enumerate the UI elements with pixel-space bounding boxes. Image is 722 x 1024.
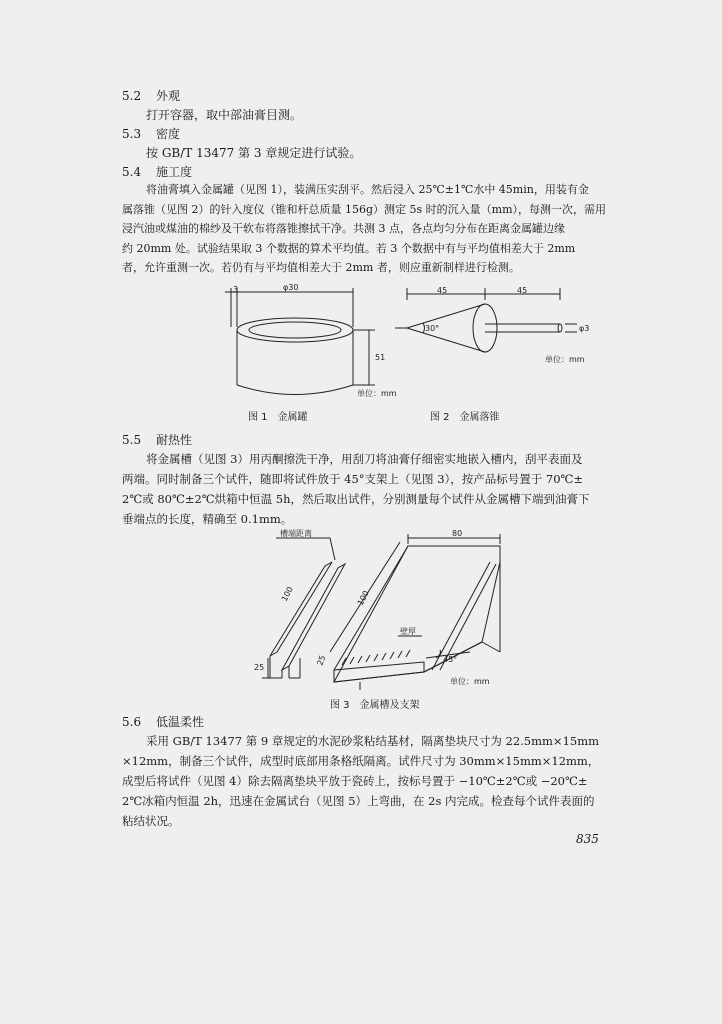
paragraph-line: 2℃冰箱内恒温 2h，迅速在金属试台（见图 5）上弯曲，在 2s 内完成。检查每个试件表面的 (122, 794, 595, 808)
section-title: 耐热性 (156, 433, 193, 447)
dim-trough-height: 25 (254, 663, 265, 672)
section-number: 5.2 (122, 89, 142, 103)
figure-1-metal-can (225, 282, 395, 402)
paragraph-line: 将油膏填入金属罐（见图 1），装满压实刮平。然后浸入 25℃±1℃水中 45min，用装有金 (146, 183, 589, 196)
label-wall-thickness: 壁厚 (400, 627, 416, 636)
section-number: 5.3 (122, 127, 142, 141)
section-body-5-6 (122, 731, 622, 831)
section-number: 5.5 (122, 433, 142, 447)
dim-rod-diameter: φ3 (579, 324, 590, 333)
unit-label: 单位：mm (545, 355, 585, 364)
section-body-5-4 (122, 180, 622, 278)
paragraph-line: 者，允许重测一次。若仍有与平均值相差大于 2mm 者，则应重新制样进行检测。 (122, 261, 520, 274)
figure-3-caption: 图 3 金属槽及支架 (330, 700, 420, 711)
paragraph-line: 2℃或 80℃±2℃烘箱中恒温 5h，然后取出试件，分别测量每个试件从金属槽下端到油膏下 (122, 492, 590, 506)
section-body-5-5 (122, 449, 622, 529)
paragraph-line: 约 20mm 处。试验结果取 3 个数据的算术平均值。若 3 个数据中有与平均值相差大于 2mm (122, 241, 576, 255)
section-heading-5-4 (122, 164, 192, 180)
figure-1-caption: 图 1 金属罐 (248, 412, 308, 423)
paragraph-line: 按 GB/T 13477 第 3 章规定进行试验。 (146, 146, 362, 160)
dim-wall-thickness: 3 (233, 285, 239, 294)
section-heading-5-2 (122, 88, 180, 104)
section-body-5-2 (122, 105, 646, 125)
dim-cone-angle: 30° (425, 324, 440, 333)
dim-stand-length: 100 (355, 589, 371, 607)
dim-trough-length: 100 (279, 585, 295, 603)
section-title: 外观 (156, 89, 181, 103)
paragraph-line: 打开容器，取中部油膏目测。 (146, 108, 303, 122)
dim-diameter: φ30 (283, 283, 299, 292)
section-body-5-3 (122, 143, 646, 163)
dim-stand-height: 25 (315, 654, 328, 667)
figure-3-trough-and-stand (250, 529, 540, 692)
section-title: 施工度 (156, 165, 193, 179)
paragraph-line: ×12mm，制备三个试件，成型时底部用条格纸隔离。试件尺寸为 30mm×15mm×12mm， (122, 754, 600, 768)
page-number: 835 (576, 832, 599, 846)
dim-stand-angle: 45° (443, 655, 458, 664)
dim-stand-width: 80 (452, 529, 463, 538)
paragraph-line: 成型后将试件（见图 4）除去隔离垫块平放于瓷砖上，按标号置于 −10℃±2℃或 −20℃± (122, 774, 588, 788)
label-trough-ends: 槽端距离 (280, 529, 312, 538)
section-title: 低温柔性 (156, 715, 205, 729)
section-number: 5.4 (122, 165, 142, 179)
paragraph-line: 将金属槽（见图 3）用丙酮擦洗干净，用刮刀将油膏仔细密实地嵌入槽内，刮平表面及 (146, 452, 583, 466)
section-heading-5-6 (122, 714, 204, 730)
figure-2-metal-cone (395, 286, 595, 366)
paragraph-line: 采用 GB/T 13477 第 9 章规定的水泥砂浆粘结基材，隔离垫块尺寸为 22.5mm×15mm (146, 734, 600, 748)
paragraph-line: 垂端点的长度，精确至 0.1mm。 (122, 512, 293, 526)
section-heading-5-5 (122, 432, 192, 448)
section-title: 密度 (156, 127, 181, 141)
dim-cone-length: 45 (437, 286, 448, 295)
section-heading-5-3 (122, 126, 180, 142)
paragraph-line: 浸汽油或煤油的棉纱及干软布将落锥擦拭干净。共测 3 点，各点均匀分布在距离金属罐边缘 (122, 222, 565, 235)
section-number: 5.6 (122, 715, 142, 729)
paragraph-line: 属落锥（见图 2）的针入度仪（锥和杆总质量 156g）测定 5s 时的沉入量（mm），每测一次，需用 (122, 202, 607, 216)
paragraph-line: 粘结状况。 (122, 814, 180, 828)
dim-height: 51 (375, 353, 386, 362)
paragraph-line: 两端。同时制备三个试件，随即将试件放于 45°支架上（见图 3），按产品标号置于 70℃± (122, 472, 584, 486)
unit-label: 单位：mm (450, 677, 490, 686)
unit-label: 单位：mm (357, 389, 397, 398)
figure-2-caption: 图 2 金属落锥 (430, 412, 500, 423)
dim-rod-length: 45 (517, 286, 528, 295)
